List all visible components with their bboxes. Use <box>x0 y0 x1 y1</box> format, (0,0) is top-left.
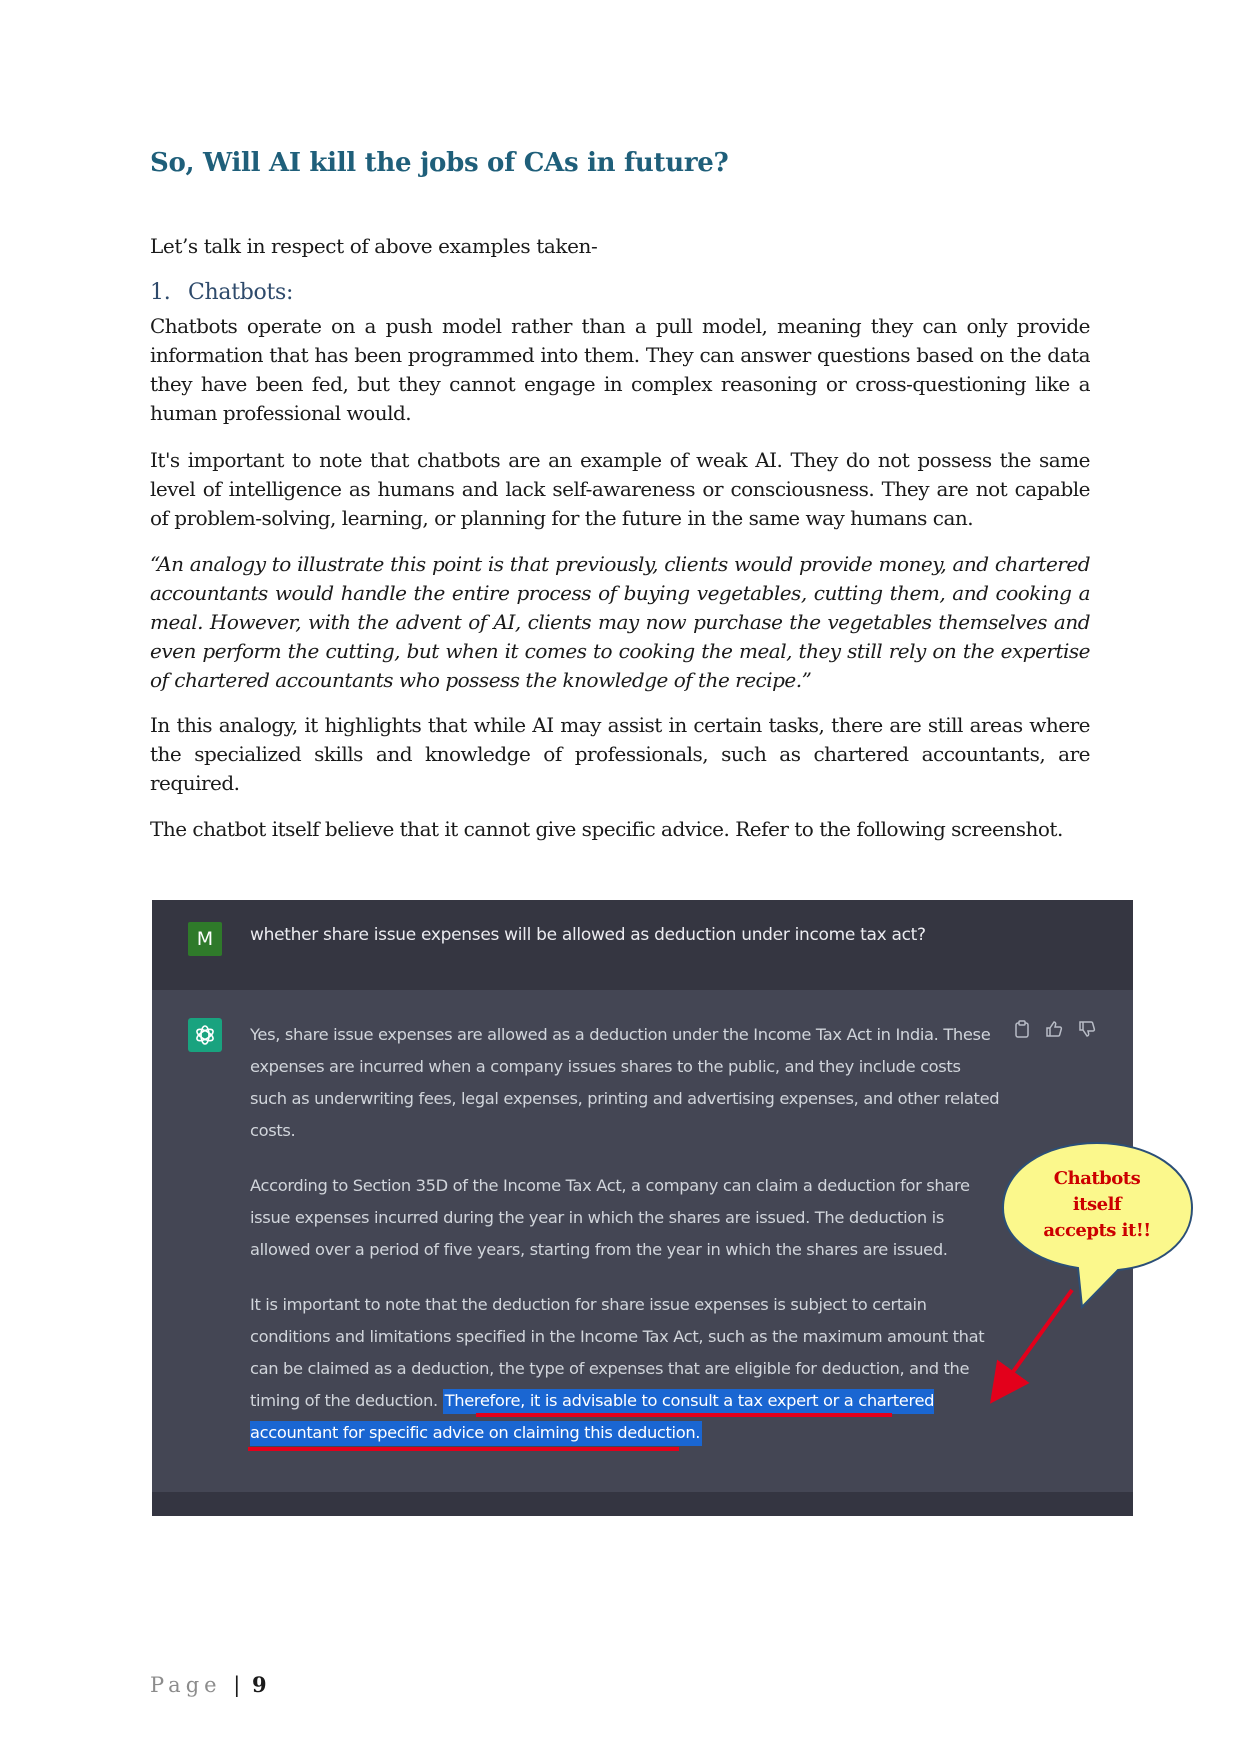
user-avatar: M <box>188 922 222 956</box>
paragraph-screenshot-reference: The chatbot itself believe that it cannot give specific advice. Refer to the following screenshot. <box>150 817 1063 841</box>
paragraph-weak-ai: It's important to note that chatbots are an example of weak AI. They do not possess the same level of intelligence as humans and lack self-awareness or consciousness. They are not capable of problem-solving, learning, or planning for the future in the same way humans can. <box>150 448 1090 530</box>
section-title: Chatbots: <box>188 280 294 305</box>
callout-line-3: accepts it!! <box>1043 1220 1151 1241</box>
page-footer <box>150 1672 267 1697</box>
page-label: Page <box>150 1673 222 1697</box>
page-number: 9 <box>252 1672 267 1697</box>
callout-text <box>1000 1166 1194 1244</box>
paragraph-analogy-quote: “An analogy to illustrate this point is that previously, clients would provide money, and chartered accountants would handle the entire process of buying vegetables, cutting them, and cooking a meal. However, with the advent of AI, clients may now purchase the vegetables themselves and even perform the cutting, but when it comes to cooking the meal, they still rely on the expertise of chartered accountants who possess the knowledge of the recipe.” <box>150 552 1090 692</box>
answer-paragraph-2: According to Section 35D of the Income Tax Act, a company can claim a deduction for share issue expenses incurred during the year in which the shares are issued. The deduction is allowed over a period of five years, starting from the year in which the shares are issued. <box>250 1176 970 1259</box>
answer-paragraph-3-text: It is important to note that the deduction for share issue expenses is subject to certain conditions and limitations specified in the Income Tax Act, such as the maximum amount that can be claimed as a deduction, the type of expenses that are eligible for deduction, and the timing of the deduction. <box>250 1295 985 1410</box>
callout-line-2: itself <box>1072 1194 1122 1215</box>
paragraph-analogy-explanation: In this analogy, it highlights that while AI may assist in certain tasks, there are still areas where the specialized skills and knowledge of professionals, such as chartered accountants, are required. <box>150 713 1090 795</box>
section-number: 1. <box>150 280 171 305</box>
page-title: So, Will AI kill the jobs of CAs in future? <box>150 148 729 178</box>
user-question: whether share issue expenses will be allowed as deduction under income tax act? <box>250 925 926 945</box>
intro-text: Let’s talk in respect of above examples taken- <box>150 234 598 258</box>
paragraph-push-model: Chatbots operate on a push model rather than a pull model, meaning they can only provide information that has been programmed into them. They can answer questions based on the data they have been fed, but they cannot engage in complex reasoning or cross-questioning like a human professional would. <box>150 314 1090 425</box>
answer-paragraph-1: Yes, share issue expenses are allowed as a deduction under the Income Tax Act in India. These expenses are incurred when a company issues shares to the public, and they include costs such as underwriting fees, legal expenses, printing and advertising expenses, and other related costs. <box>250 1025 1000 1140</box>
callout-line-1: Chatbots <box>1053 1168 1141 1189</box>
page-separator: | <box>233 1673 241 1697</box>
highlighted-advice: Therefore, it is advisable to consult a tax expert or a chartered accountant for specific advice on claiming this deduction. <box>250 1389 934 1446</box>
